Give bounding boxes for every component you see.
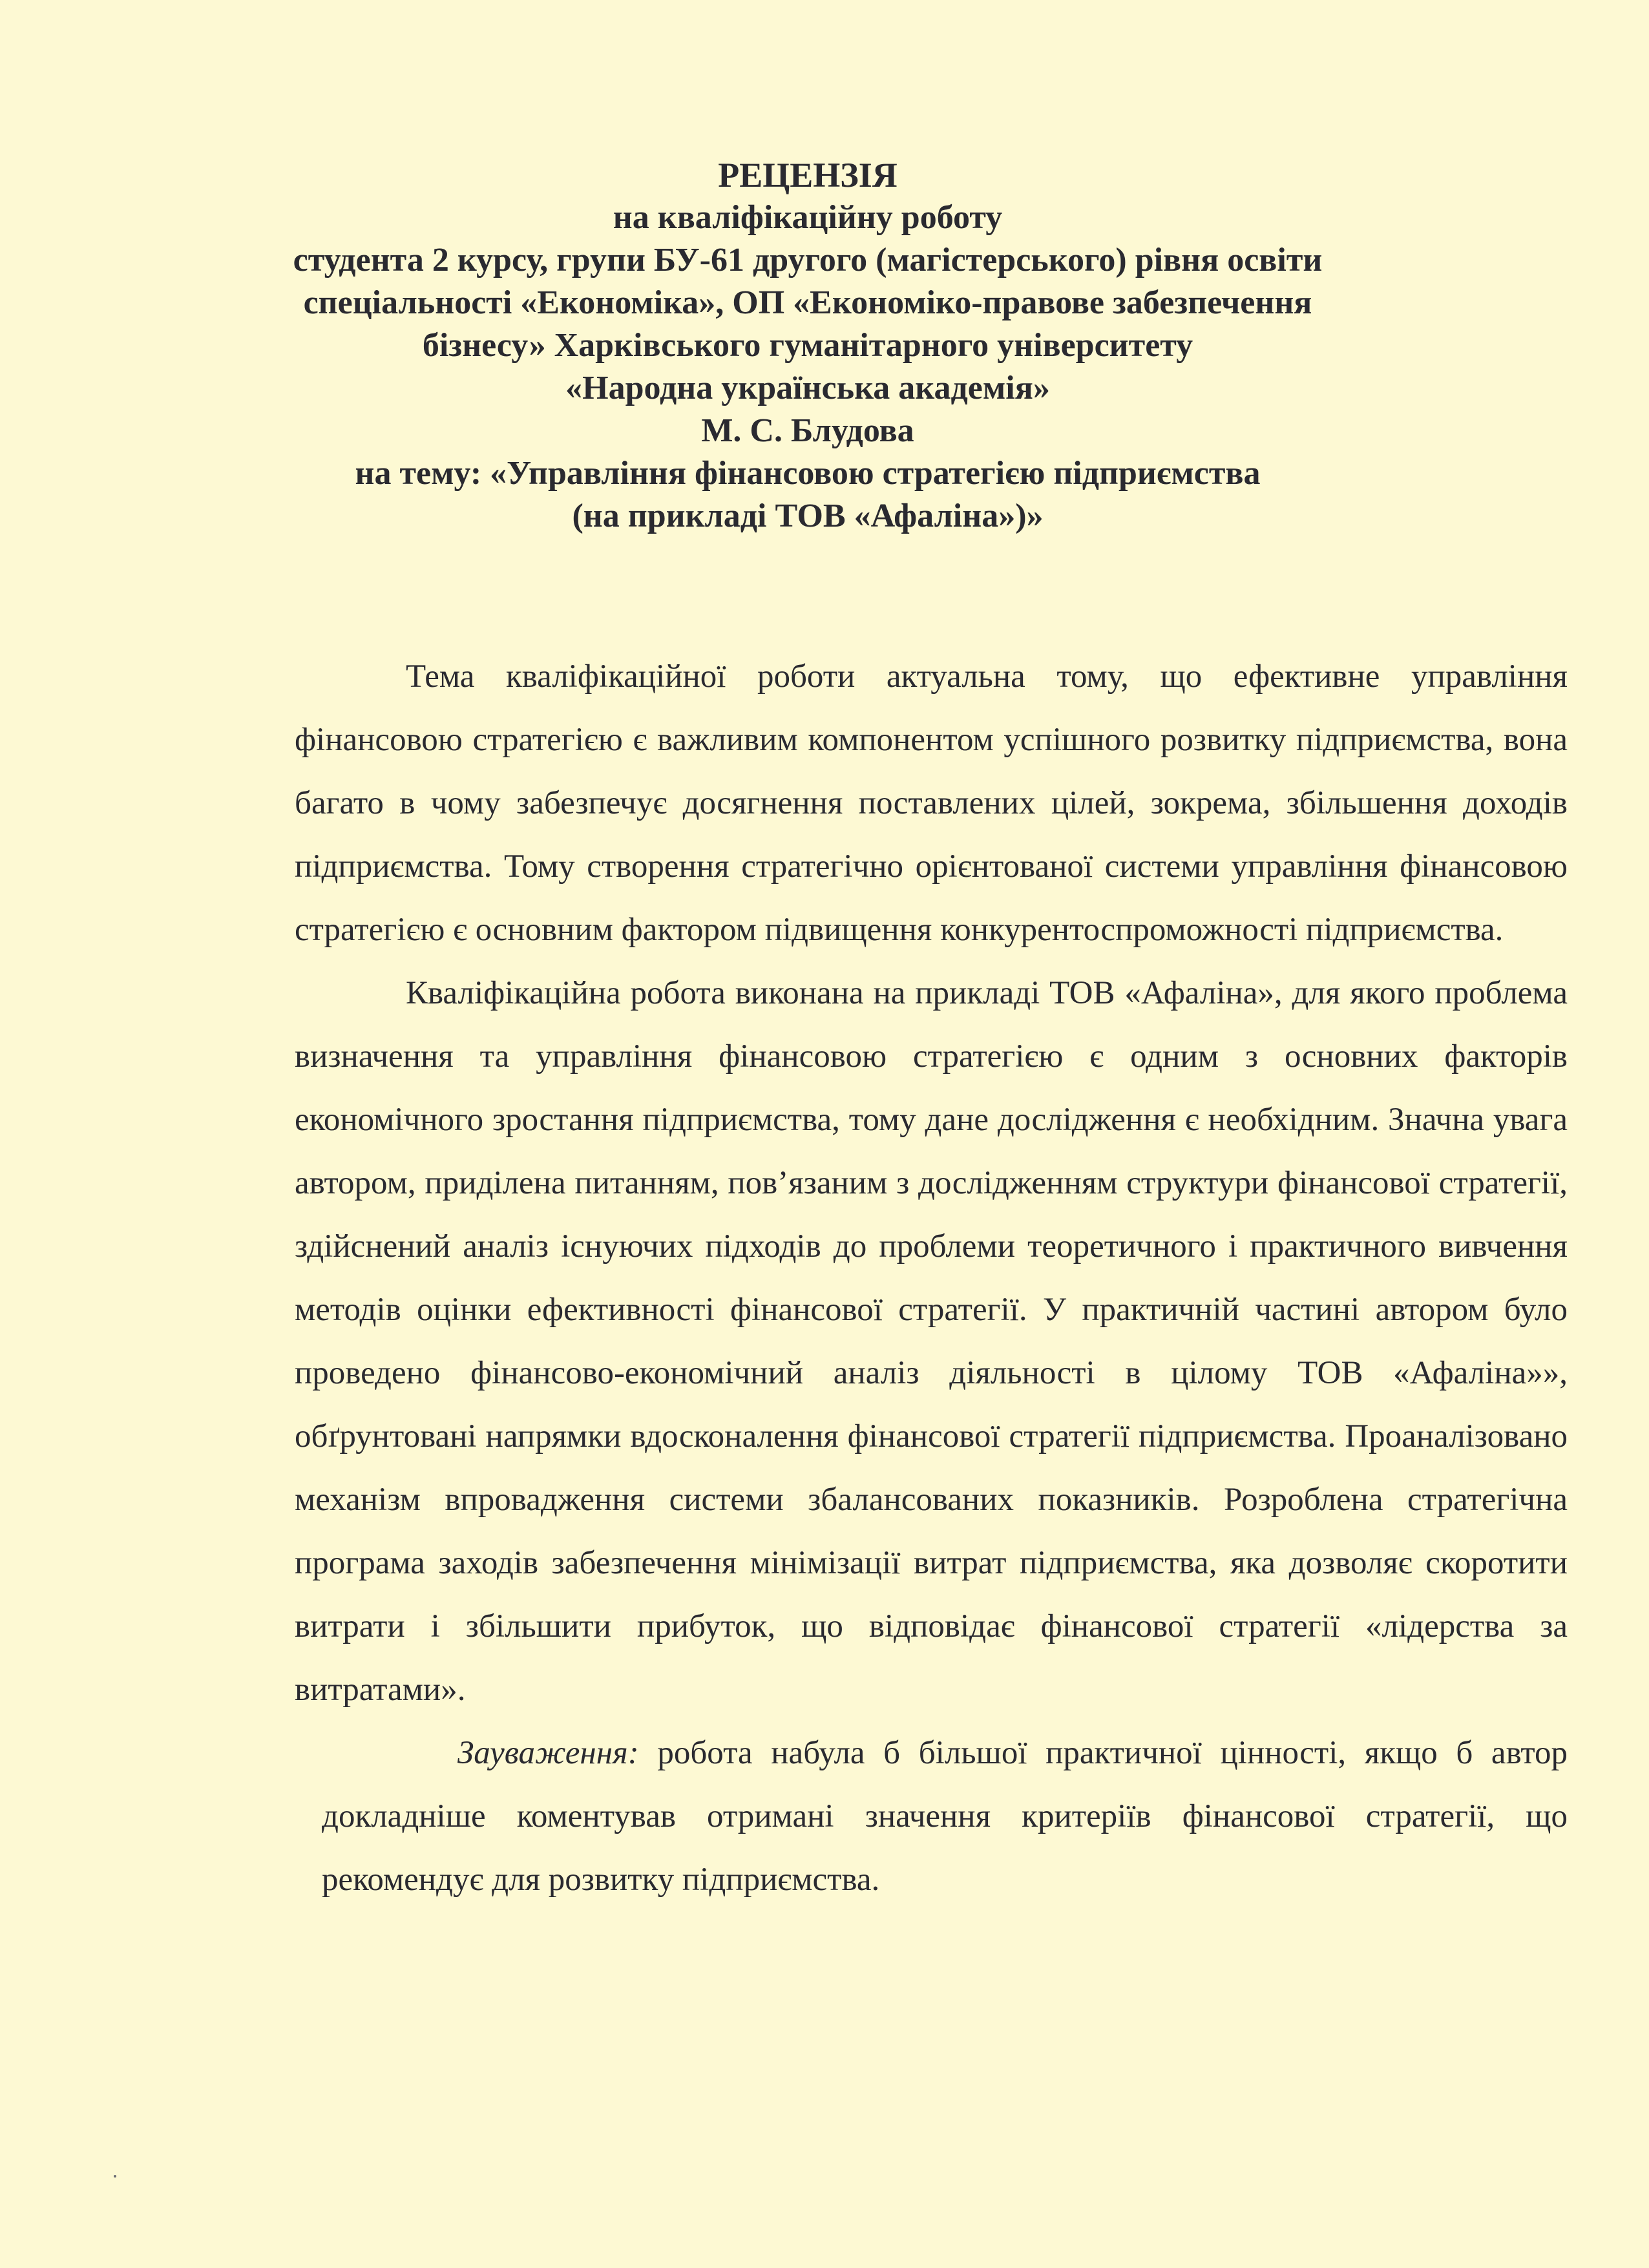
scan-speck [114, 2175, 116, 2178]
header-line-2: студента 2 курсу, групи БУ-61 другого (магістерського) рівня освіти [293, 242, 1323, 278]
review-header [194, 154, 1422, 538]
remark-label: Зауваження: [457, 1735, 639, 1771]
header-line-4: бізнесу» Харківського гуманітарного університету [422, 327, 1193, 364]
header-line-3: спеціальності «Економіка», ОП «Економіко-правове забезпечення [303, 284, 1312, 321]
topic-line-2: (на прикладі ТОВ «Афаліна»)» [572, 498, 1044, 534]
paragraph-content: Кваліфікаційна робота виконана на прикладі ТОВ «Афаліна», для якого проблема визначення та управління фінансовою стратегією є одним з основних факторів економічного зростання підприємства, тому дане дослідження є необхідним. Значна увага автором, приділена питанням, пов’язаним з дослідженням структури фінансової стратегії, здійснений аналіз існуючих підходів до проблеми теоретичного і практичного вивчення методів оцінки ефективності фінансової стратегії. У практичній частині автором було проведено фінансово-економічний аналіз діяльності в цілому ТОВ «Афаліна»», обґрунтовані напрямки вдосконалення фінансової стратегії підприємства. Проаналізовано механізм впровадження системи збалансованих показників. Розроблена стратегічна програма заходів забезпечення мінімізації витрат підприємства, яка дозволяє скоротити витрати і збільшити прибуток, що відповідає фінансової стратегії «лідерства за витратами». [295, 975, 1568, 1708]
topic-line-1: на тему: «Управління фінансовою стратегією підприємства [355, 455, 1261, 492]
remark-text: робота набула б більшої практичної цінності, якщо б автор докладніше коментував отримані значення критеріїв фінансової стратегії, що рекомендує для розвитку підприємства. [322, 1735, 1568, 1898]
document-title: РЕЦЕНЗІЯ [718, 156, 898, 194]
student-name: М. С. Блудова [701, 412, 914, 449]
review-body [295, 645, 1568, 1911]
header-line-5: «Народна українська академія» [565, 370, 1050, 406]
paragraph-relevance: Тема кваліфікаційної роботи актуальна тому, що ефективне управління фінансовою стратегією є важливим компонентом успішного розвитку підприємства, вона багато в чому забезпечує досягнення поставлених цілей, зокрема, збільшення доходів підприємства. Тому створення стратегічно орієнтованої системи управління фінансовою стратегією є основним фактором підвищення конкурентоспроможності підприємства. [295, 658, 1568, 948]
header-line-1: на кваліфікаційну роботу [613, 199, 1003, 236]
paragraph-remark [322, 1721, 1568, 1911]
